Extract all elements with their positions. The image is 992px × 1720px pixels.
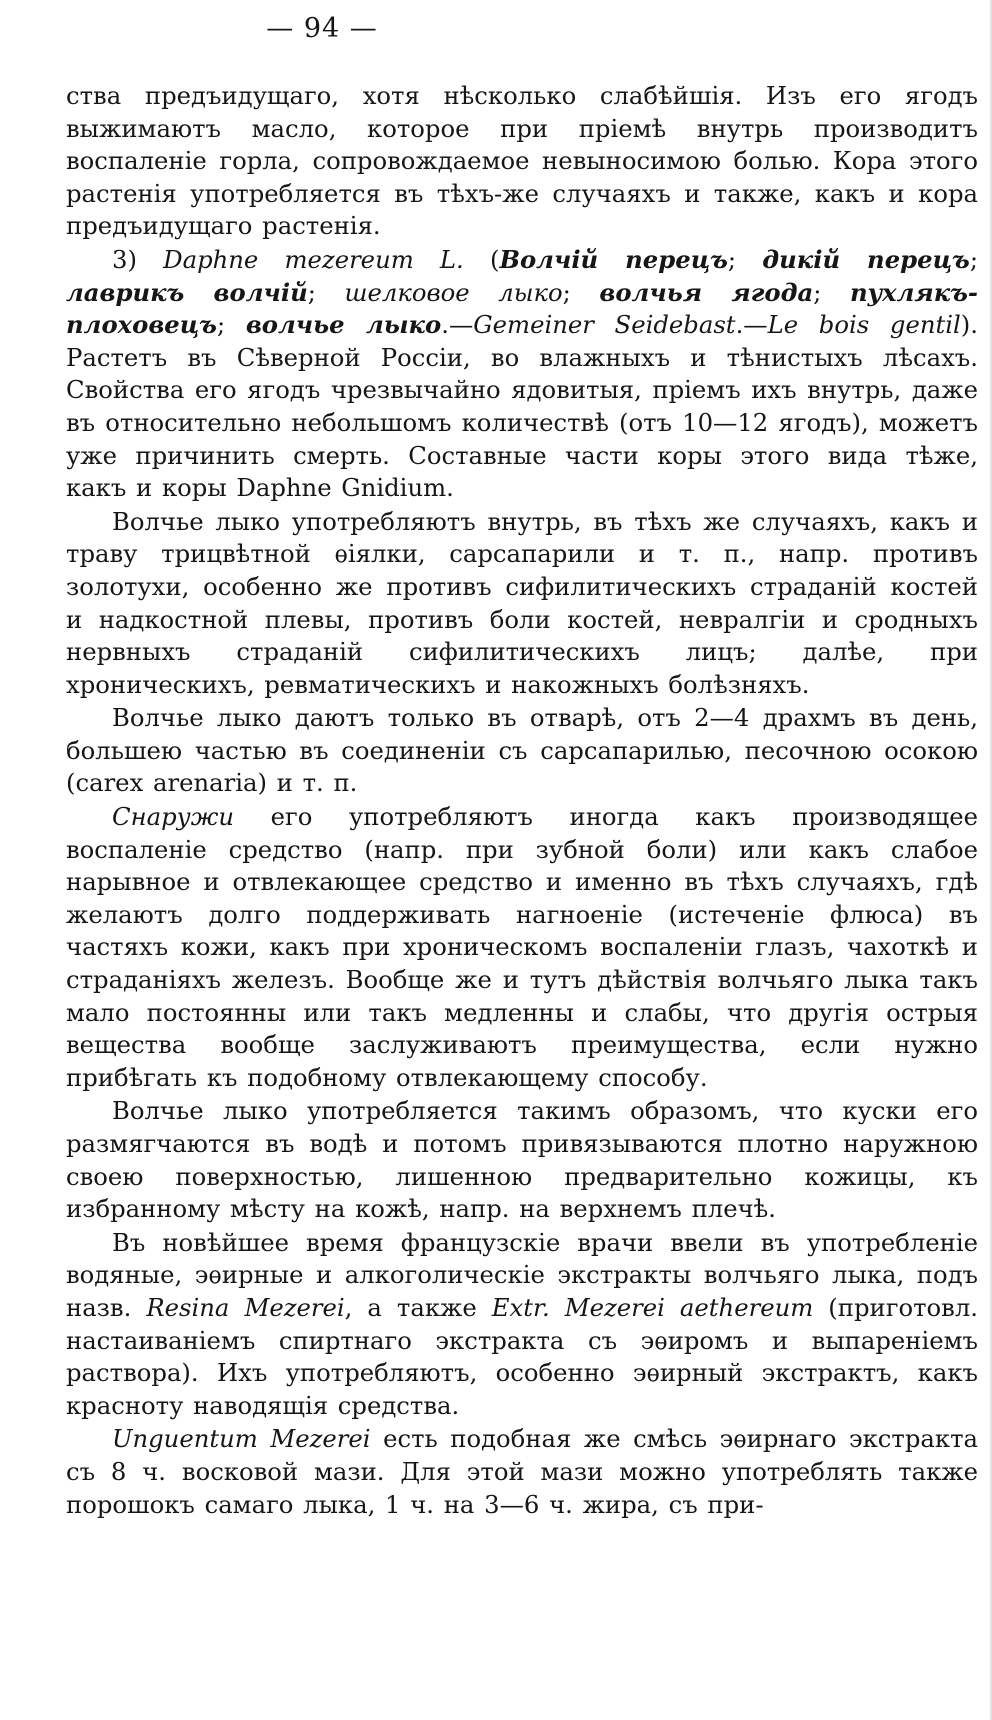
text-run: ( (463, 244, 500, 274)
text-run: Волчье лыко даютъ только въ отварѣ, отъ 2—4 драхмъ въ день, большею частью въ соединеніи съ сарсапарилью, песочною осокою (carex arenaria) и т. п. (66, 703, 978, 798)
paragraph-continuation (66, 80, 978, 243)
italic-term: Le bois gentil (767, 310, 961, 340)
book-page (66, 0, 978, 1720)
paragraph-unguentum (66, 1423, 978, 1521)
text-run: 3) (112, 244, 164, 274)
italic-term: Волчій перецъ (499, 244, 728, 274)
text-run: ; (969, 244, 978, 274)
italic-term: волчья ягода (599, 277, 814, 307)
italic-term: пухлякъ-плоховецъ (66, 277, 978, 340)
text-run: .— (441, 310, 474, 340)
paragraph-external-use (66, 801, 978, 1094)
italic-term: Resina Mezerei (146, 1292, 345, 1322)
text-run: ства предъидущаго, хотя нѣсколько слабѣйшія. Изъ его ягодъ выжимаютъ масло, которое при пріемѣ внутрь производитъ воспаленіе горла, сопровождаемое невыносимою болью. Кора этого растенія употребляется въ тѣхъ-же случаяхъ и также, какъ и кора предъидущаго растенія. (66, 81, 978, 241)
text-run: , а также (344, 1292, 492, 1322)
paragraph-application (66, 1095, 978, 1225)
italic-term: шелковое лыко (344, 277, 563, 307)
italic-term: волчье лыко (245, 310, 442, 340)
page-text (66, 80, 978, 1521)
italic-term: лаврикъ волчій (66, 277, 308, 307)
paragraph-daphne-mezereum (66, 244, 978, 505)
text-run: ; (727, 244, 763, 274)
text-run: ). Растетъ въ Сѣверной Россіи, во влажныхъ и тѣнистыхъ лѣсахъ. Свойства его ягодъ чрезвычайно ядовитыя, пріемъ ихъ внутрь, даже въ относительно небольшомъ количествѣ (отъ 10—12 ягодъ), можетъ уже причинить смерть. Составные части коры этого вида тѣже, какъ и коры Daphne Gnidium. (66, 310, 978, 503)
text-run: ; (216, 310, 246, 340)
italic-term: дикій перецъ (762, 244, 970, 274)
text-run: его употребляютъ иногда какъ производящее воспаленіе средство (напр. при зубной боли) или какъ слабое нарывное и отвлекающее средство и именно въ тѣхъ случаяхъ, гдѣ желаютъ долго поддерживать нагноеніе (истеченіе флюса) въ частяхъ кожи, какъ при хроническомъ воспаленіи глазъ, чахоткѣ и страданіяхъ железъ. Вообще же и тутъ дѣйствія волчьяго лыка такъ мало постоянны или такъ медленны и слабы, что другія острыя вещества вообще заслуживаютъ преимущества, если нужно прибѣгать къ подобному отвлекающему способу. (66, 802, 978, 1092)
text-run: (приготовл. настаиваніемъ спиртнаго экстракта съ эѳиромъ и выпареніемъ раствора). Ихъ употребляютъ, особенно эѳирный экстрактъ, какъ красноту наводящія средства. (66, 1292, 978, 1420)
italic-term: Снаружи (112, 802, 234, 832)
italic-term: Extr. Mezerei aethereum (491, 1292, 814, 1322)
text-run: есть подобная же смѣсь эѳирнаго экстракта съ 8 ч. восковой мази. Для этой мази можно употреблять также порошокъ самаго лыка, 1 ч. на 3—6 ч. жира, съ при- (66, 1424, 978, 1519)
text-run: ; (307, 277, 345, 307)
italic-term: Daphne mezereum L. (163, 244, 464, 274)
page-number: — 94 — (266, 13, 378, 44)
text-run: Въ новѣйшее время французскіе врачи ввели въ употребленіе водяные, эѳирные и алкоголическіе экстракты волчьяго лыка, подъ назв. (66, 1227, 978, 1322)
italic-term: Unguentum Mezerei (112, 1424, 371, 1454)
italic-term: Gemeiner Seidebast (473, 310, 736, 340)
text-run: ; (562, 277, 600, 307)
text-run: Волчье лыко употребляется такимъ образомъ, что куски его размягчаются въ водѣ и потомъ привязываются плотно наружною своею поверхностью, лишенною предварительно кожицы, къ избранному мѣсту на кожѣ, напр. на верхнемъ плечѣ. (66, 1096, 978, 1224)
text-run: ; (813, 277, 850, 307)
paragraph-extracts (66, 1227, 978, 1423)
paragraph-dosage (66, 702, 978, 800)
text-run: Волчье лыко употребляютъ внутрь, въ тѣхъ же случаяхъ, какъ и траву трицвѣтной ѳіялки, сарсапарили и т. п., напр. противъ золотухи, особенно же противъ сифилитическихъ страданій костей и надкостной плевы, противъ боли костей, невралгіи и сродныхъ нервныхъ страданій сифилитическихъ лицъ; далѣе, при хроническихъ, ревматическихъ и накожныхъ болѣзняхъ. (66, 506, 978, 699)
text-run: .— (735, 310, 768, 340)
paragraph-internal-use (66, 506, 978, 702)
